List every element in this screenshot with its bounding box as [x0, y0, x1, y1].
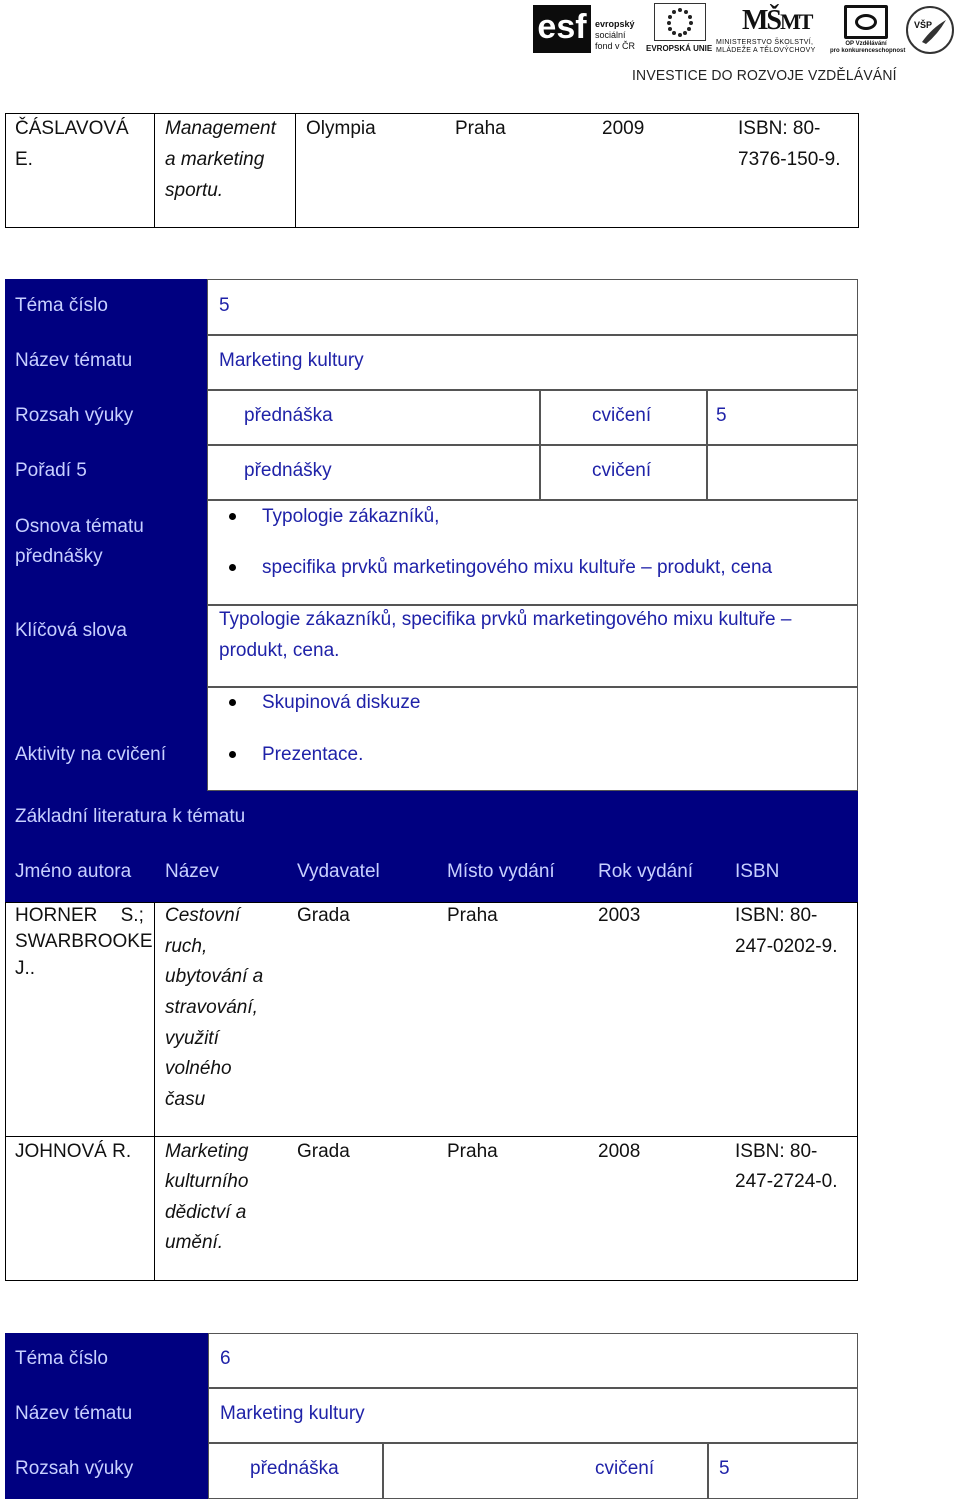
- row1-isbn-1: ISBN: 80-: [735, 905, 818, 926]
- row2-title-4: umění.: [165, 1232, 224, 1253]
- bullet-icon: [229, 751, 236, 758]
- eu-logo: [646, 3, 712, 55]
- aktivity-item-2: Prezentace.: [262, 744, 364, 765]
- row2-author: JOHNOVÁ R.: [15, 1141, 132, 1162]
- col-separator-1: [154, 902, 155, 1281]
- t6-value-cell: [708, 1443, 858, 1499]
- cviceni-value: 5: [716, 405, 727, 426]
- nazev-value: Marketing kultury: [219, 350, 364, 371]
- col-publisher: Vydavatel: [297, 861, 380, 882]
- esf-logo: [533, 3, 641, 55]
- tema-cislo-label: Téma číslo: [15, 295, 108, 316]
- row1-publisher: Grada: [297, 905, 350, 926]
- row1-title-6: volného: [165, 1058, 232, 1079]
- isbn-line-2: 7376-150-9.: [738, 149, 841, 170]
- publisher: Olympia: [306, 118, 376, 139]
- op-line-2: pro konkurenceschopnost: [830, 48, 906, 54]
- t6-cviceni-label: cvičení: [595, 1458, 655, 1479]
- op-logo: [830, 3, 906, 55]
- title-line-2: a marketing: [165, 149, 265, 170]
- top-row-divider-1: [154, 113, 155, 228]
- row2-isbn-2: 247-2724-0.: [735, 1171, 838, 1192]
- row1-author-1: HORNER S.;: [15, 905, 144, 926]
- rozsah-value-cell: [707, 390, 858, 445]
- columns-header: [5, 847, 858, 902]
- op-mark-icon: [844, 5, 888, 39]
- eu-label: EVROPSKÁ UNIE: [646, 44, 713, 53]
- year: 2009: [602, 118, 645, 139]
- col-title: Název: [165, 861, 219, 882]
- osnova-label-2: přednášky: [15, 546, 103, 567]
- author-line-1: ČÁSLAVOVÁ: [15, 118, 129, 139]
- osnova-item-2: specifika prvků marketingového mixu kultuře – produkt, cena: [262, 557, 773, 578]
- poradi-value-cell: [707, 445, 858, 500]
- col-isbn: ISBN: [735, 861, 780, 882]
- prednasky-label: přednášky: [244, 460, 332, 481]
- col-author: Jméno autora: [15, 861, 132, 882]
- tagline: INVESTICE DO ROZVOJE VZDĚLÁVÁNÍ: [632, 67, 897, 84]
- row1-year: 2003: [598, 905, 641, 926]
- tema-cislo-value: 5: [219, 295, 230, 316]
- top-row-divider-2: [295, 113, 296, 228]
- tema-cislo-cell: [207, 279, 858, 335]
- row2-year: 2008: [598, 1141, 641, 1162]
- t6-nazev-label: Název tématu: [15, 1403, 133, 1424]
- msmt-line-2: MLÁDEŽE A TĚLOVÝCHOVY: [716, 47, 816, 54]
- msmt-logo: [716, 3, 828, 55]
- esf-line-1: evropský: [595, 19, 635, 29]
- row1-title-7: času: [165, 1089, 206, 1110]
- bullet-icon: [229, 564, 236, 571]
- osnova-item-1: Typologie zákazníků,: [262, 506, 440, 527]
- t6-rozsah-label: Rozsah výuky: [15, 1458, 134, 1479]
- row2-isbn-1: ISBN: 80-: [735, 1141, 818, 1162]
- literature-rows-frame: [5, 902, 858, 1281]
- top-row-frame: [5, 113, 859, 228]
- col-year: Rok vydání: [598, 861, 694, 882]
- t6-tema-cislo-cell: [208, 1333, 858, 1388]
- aktivity-item-1: Skupinová diskuze: [262, 692, 421, 713]
- op-line-1: OP Vzdělávání: [845, 41, 887, 47]
- t6-cviceni-value: 5: [719, 1458, 730, 1479]
- row1-title-4: stravování,: [165, 997, 258, 1018]
- row1-author-3: J..: [15, 958, 36, 979]
- row-separator: [5, 1136, 858, 1137]
- nazev-label: Název tématu: [15, 350, 133, 371]
- vsp-logo: [906, 6, 956, 56]
- msmt-mark-icon: MŠMT: [742, 5, 812, 36]
- t6-prednaska-label: přednáška: [250, 1458, 339, 1479]
- vsp-seal-icon: [906, 6, 954, 54]
- klicova-label: Klíčová slova: [15, 620, 127, 641]
- esf-mark-icon: esf: [533, 5, 591, 53]
- eu-flag-icon: [654, 3, 706, 41]
- rozsah-label: Rozsah výuky: [15, 405, 134, 426]
- msmt-line-1: MINISTERSTVO ŠKOLSTVÍ,: [716, 39, 814, 46]
- klicova-text-1: Typologie zákazníků, specifika prvků marketingového mixu kultuře –: [219, 609, 792, 630]
- t6-tema-cislo-value: 6: [220, 1348, 231, 1369]
- t6-tema-cislo-label: Téma číslo: [15, 1348, 108, 1369]
- row1-place: Praha: [447, 905, 498, 926]
- row2-title-1: Marketing: [165, 1141, 249, 1162]
- title-line-1: Management: [165, 118, 276, 139]
- cviceni-label: cvičení: [592, 405, 652, 426]
- author-line-2: E.: [15, 149, 33, 170]
- row1-author-2: SWARBROOKE: [15, 931, 153, 952]
- bullet-icon: [229, 699, 236, 706]
- row2-publisher: Grada: [297, 1141, 350, 1162]
- row2-place: Praha: [447, 1141, 498, 1162]
- bullet-icon: [229, 513, 236, 520]
- poradi-cviceni-label: cvičení: [592, 460, 652, 481]
- prednaska-label: přednáška: [244, 405, 333, 426]
- row1-title-5: využití: [165, 1028, 219, 1049]
- osnova-label-1: Osnova tématu: [15, 516, 144, 537]
- literatura-label: Základní literatura k tématu: [15, 806, 246, 827]
- row1-title-3: ubytování a: [165, 966, 264, 987]
- row1-isbn-2: 247-0202-9.: [735, 936, 838, 957]
- t6-cviceni-cell: [383, 1443, 708, 1499]
- klicova-text-2: produkt, cena.: [219, 640, 340, 661]
- isbn-line-1: ISBN: 80-: [738, 118, 821, 139]
- vsp-label: VŠP: [914, 20, 933, 30]
- row2-title-3: dědictví a: [165, 1202, 247, 1223]
- aktivity-label: Aktivity na cvičení: [15, 744, 166, 765]
- title-line-3: sportu.: [165, 180, 224, 201]
- place: Praha: [455, 118, 506, 139]
- col-place: Místo vydání: [447, 861, 555, 882]
- row1-title-1: Cestovní: [165, 905, 240, 926]
- t6-nazev-value: Marketing kultury: [220, 1403, 365, 1424]
- row2-title-2: kulturního: [165, 1171, 249, 1192]
- esf-line-2: sociální: [595, 30, 626, 40]
- row1-title-2: ruch,: [165, 936, 208, 957]
- poradi-label: Pořadí 5: [15, 460, 87, 481]
- esf-line-3: fond v ČR: [595, 41, 636, 51]
